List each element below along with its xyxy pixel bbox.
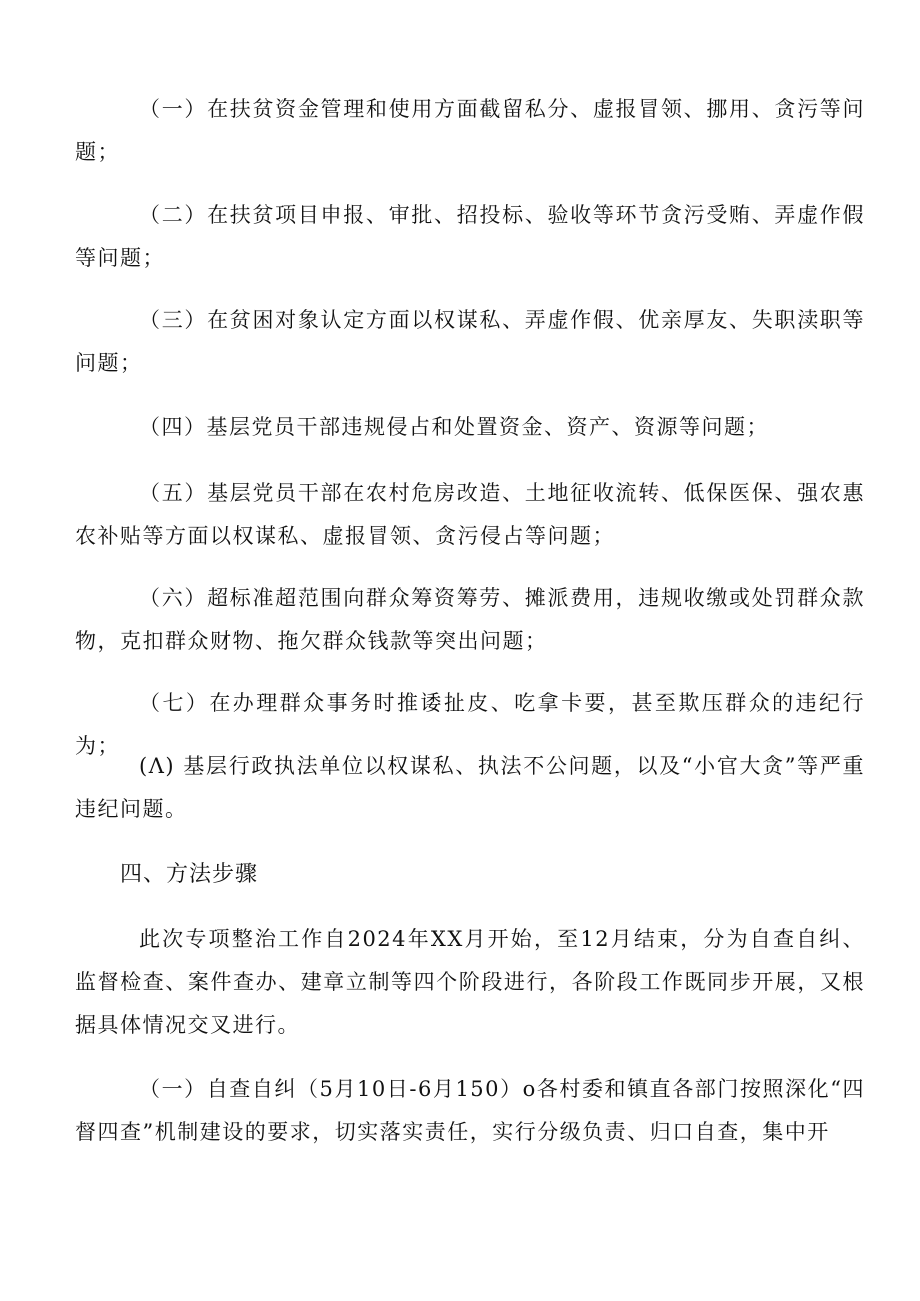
item-8-paragraph: (Λ) 基层行政执法单位以权谋私、执法不公问题，以及“小官大贪”等严重违纪问题。 [75,754,865,821]
step-1-paragraph: （一）自查自纠（5月10日-6月150）o各村委和镇直各部门按照深化“四督四查”机制建设的要求，切实落实责任，实行分级负责、归口自查，集中开 [75,1077,865,1144]
intro-paragraph: 此次专项整治工作自2024年XX月开始，至12月结束，分为自查自纠、监督检查、案件查办、建章立制等四个阶段进行，各阶段工作既同步开展，又根据具体情况交叉进行。 [75,927,865,1037]
item-7-paragraph: （七）在办理群众事务时推诿扯皮、吃拿卡要，甚至欺压群众的违纪行为； [75,691,865,758]
item-5-paragraph: （五）基层党员干部在农村危房改造、土地征收流转、低保医保、强农惠农补贴等方面以权谋私、虚报冒领、贪污侵占等问题； [75,481,865,548]
item-3-paragraph: （三）在贫困对象认定方面以权谋私、弄虚作假、优亲厚友、失职渎职等问题； [75,308,865,375]
item-4-paragraph: （四）基层党员干部违规侵占和处置资金、资产、资源等问题； [139,415,769,439]
item-2-paragraph: （二）在扶贫项目申报、审批、招投标、验收等环节贪污受贿、弄虚作假等问题； [75,203,865,270]
item-1-paragraph: （一）在扶贫资金管理和使用方面截留私分、虚报冒领、挪用、贪污等问题； [75,97,865,164]
item-6-paragraph: （六）超标准超范围向群众筹资筹劳、摊派费用，违规收缴或处罚群众款物，克扣群众财物、拖欠群众钱款等突出问题； [75,586,865,653]
section-heading: 四、方法步骤 [120,862,259,887]
